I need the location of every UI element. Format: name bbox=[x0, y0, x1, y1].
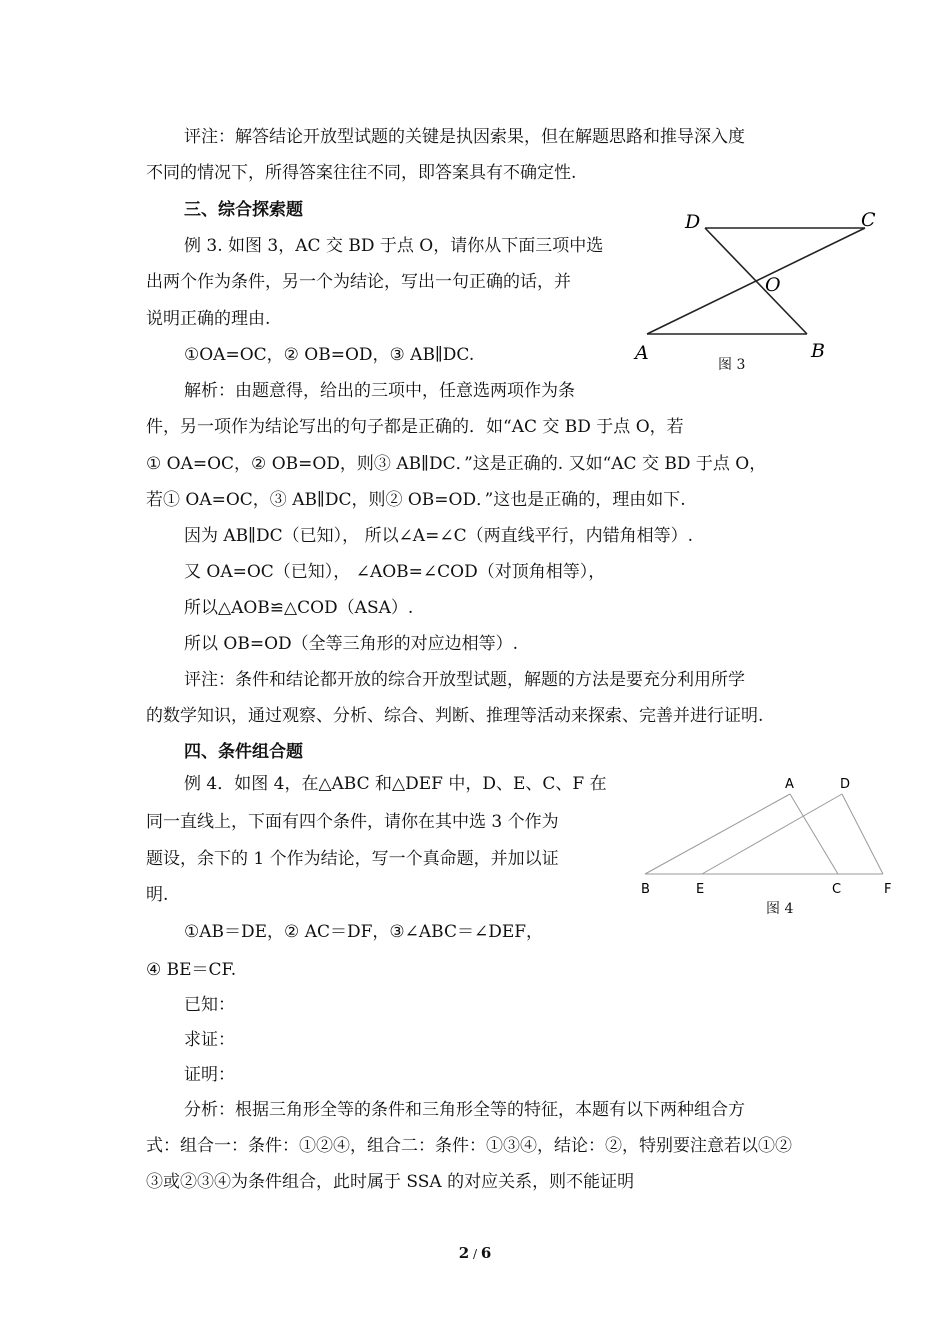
comment-line: 不同的情况下，所得答案往往不同，即答案具有不确定性. bbox=[146, 163, 577, 183]
analysis-3-line: 若① OA=OC，③ AB∥DC，则② OB=OD．”这也是正确的，理由如下. bbox=[146, 490, 686, 510]
figure-3 bbox=[625, 200, 890, 380]
figure-4-caption: 图 4 bbox=[766, 901, 794, 917]
analysis-4-line: 式：组合一：条件：①②④，组合二：条件：①③④，结论：②，特别要注意若以①② bbox=[146, 1136, 792, 1156]
section-heading-4: 四、条件组合题 bbox=[184, 742, 303, 762]
conditions-4-line: ④ BE＝CF. bbox=[146, 960, 237, 980]
label-c: C bbox=[832, 882, 842, 897]
label-b: B bbox=[641, 882, 650, 897]
figure-3-caption: 图 3 bbox=[718, 357, 746, 373]
segment-df bbox=[842, 794, 883, 874]
example-4-line: 同一直线上，下面有四个条件，请你在其中选 3 个作为 bbox=[146, 812, 559, 832]
segment-de bbox=[702, 794, 842, 874]
conditions-3: ①OA=OC，② OB=OD，③ AB∥DC. bbox=[184, 345, 475, 365]
figure-4 bbox=[630, 770, 900, 900]
proof-3-line: 所以 OB=OD（全等三角形的对应边相等）. bbox=[184, 634, 519, 654]
conditions-4-line: ①AB＝DE，② AC＝DF，③∠ABC＝∠DEF， bbox=[184, 922, 544, 942]
page-number bbox=[0, 1244, 950, 1262]
segment-bd bbox=[705, 228, 807, 334]
analysis-4-line: ③或②③④为条件组合，此时属于 SSA 的对应关系，则不能证明 bbox=[146, 1172, 635, 1192]
label-d: D bbox=[840, 777, 851, 792]
label-e: E bbox=[696, 882, 705, 897]
example-4-line: 例 4．如图 4，在△ABC 和△DEF 中，D、E、C、F 在 bbox=[184, 774, 607, 794]
analysis-3-line: ① OA=OC，② OB=OD，则③ AB∥DC．”这是正确的. 又如“AC 交 BD 于点 O， bbox=[146, 454, 767, 474]
label-a: A bbox=[635, 342, 649, 364]
label-f: F bbox=[884, 882, 892, 897]
page-total: 6 bbox=[480, 1244, 492, 1262]
segment-ab bbox=[645, 794, 790, 874]
analysis-4-line: 分析：根据三角形全等的条件和三角形全等的特征，本题有以下两种组合方 bbox=[184, 1100, 745, 1120]
segment-ac bbox=[790, 794, 838, 874]
proof-3-line: 所以△AOB≌△COD（ASA）. bbox=[184, 598, 414, 618]
label-a: A bbox=[785, 777, 794, 792]
page-current: 2 bbox=[458, 1244, 470, 1262]
section-heading-3: 三、综合探索题 bbox=[184, 200, 303, 220]
prove-label: 求证： bbox=[184, 1030, 235, 1050]
label-c: C bbox=[861, 209, 876, 231]
proof-3-line: 因为 AB∥DC（已知）， 所以∠A=∠C（两直线平行，内错角相等）. bbox=[184, 526, 693, 546]
proof-3-line: 又 OA=OC（已知）， ∠AOB=∠COD（对顶角相等）， bbox=[184, 562, 606, 582]
known-label: 已知： bbox=[184, 995, 235, 1015]
analysis-3-line: 件，另一项作为结论写出的句子都是正确的．如“AC 交 BD 于点 O，若 bbox=[146, 417, 684, 437]
label-b: B bbox=[811, 340, 825, 362]
example-4-line: 题设，余下的 1 个作为结论，写一个真命题，并加以证 bbox=[146, 849, 559, 869]
analysis-3-line: 解析：由题意得，给出的三项中，任意选两项作为条 bbox=[184, 381, 575, 401]
example-3-line: 说明正确的理由. bbox=[146, 309, 271, 329]
comment-3-line: 的数学知识，通过观察、分析、综合、判断、推理等活动来探索、完善并进行证明. bbox=[146, 706, 764, 726]
label-d: D bbox=[685, 211, 701, 233]
page-separator: / bbox=[472, 1247, 478, 1261]
example-3-line: 出两个作为条件，另一个为结论，写出一句正确的话，并 bbox=[146, 272, 571, 292]
proof-label: 证明： bbox=[184, 1065, 235, 1085]
comment-3-line: 评注：条件和结论都开放的综合开放型试题，解题的方法是要充分利用所学 bbox=[184, 670, 745, 690]
label-o: O bbox=[765, 274, 781, 296]
comment-line: 评注：解答结论开放型试题的关键是执因索果，但在解题思路和推导深入度 bbox=[184, 127, 745, 147]
example-4-line: 明. bbox=[146, 885, 169, 905]
example-3-line: 例 3. 如图 3，AC 交 BD 于点 O，请你从下面三项中选 bbox=[184, 236, 604, 256]
